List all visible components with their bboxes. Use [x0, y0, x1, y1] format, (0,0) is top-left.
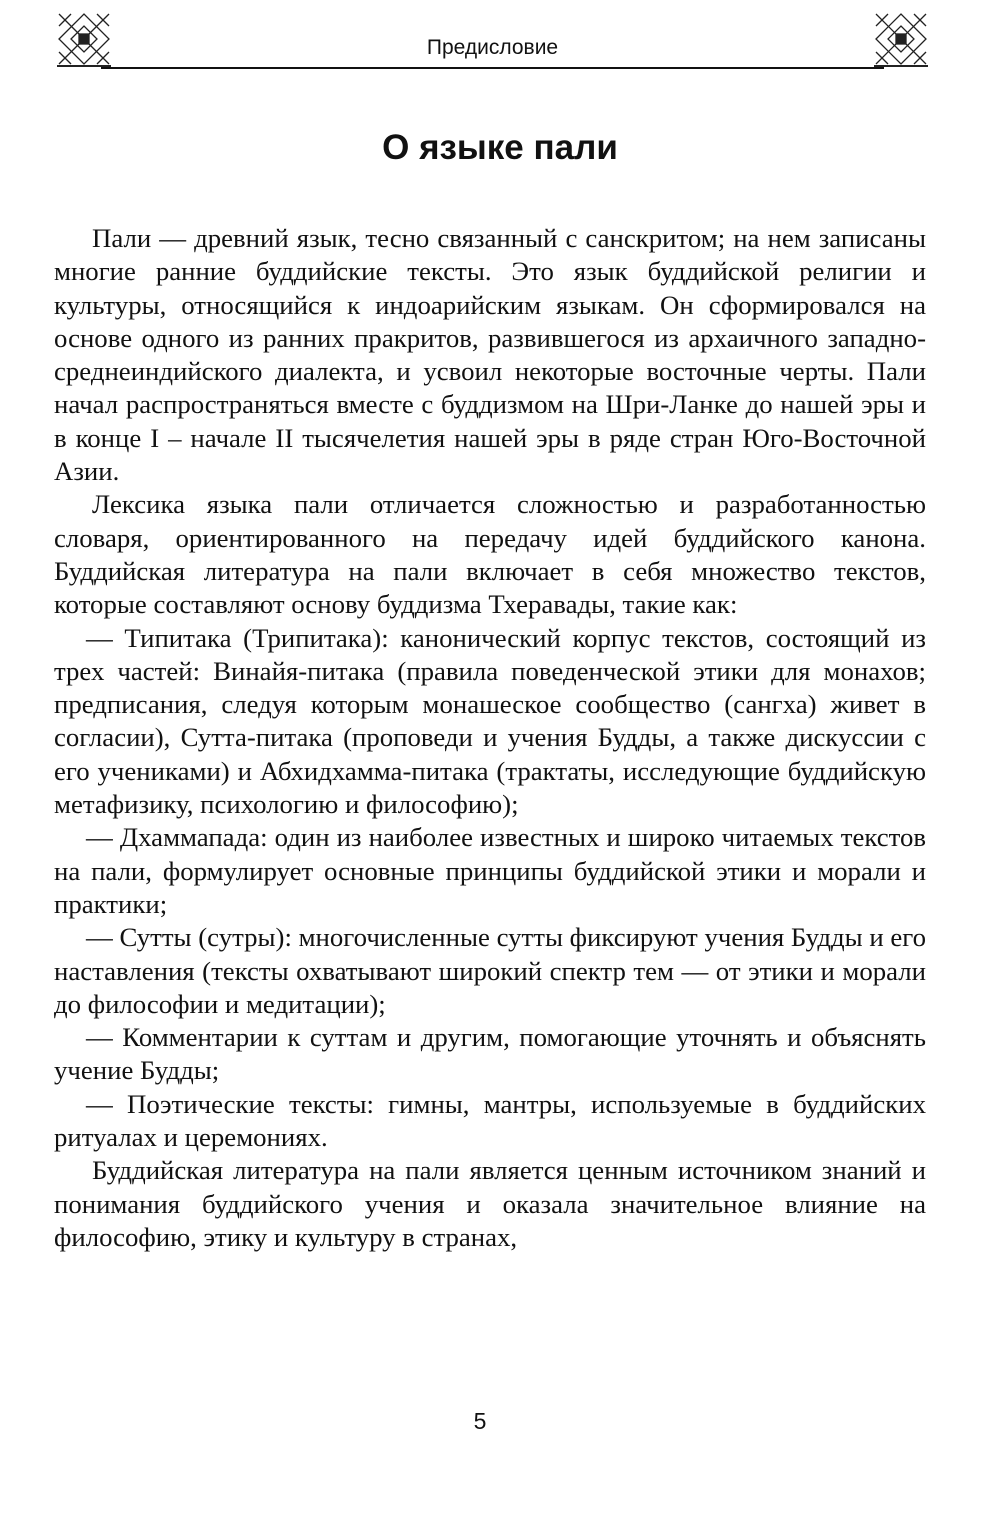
body-text	[54, 222, 926, 1254]
list-item: — Дхаммапада: один из наиболее известных и широко читаемых текстов на пали, формулирует основные принципы буддийской этики и морали и практики;	[54, 822, 926, 919]
paragraph: Лексика языка пали отличается сложностью и разработанностью словаря, ориентированного на передачу идей буддийского канона. Буддийская литература на пали включает в себя множество текстов, которые составляют основу буддизма Тхеравады, такие как:	[54, 489, 926, 620]
list-item: — Типитака (Трипитака): канонический корпус текстов, состоящий из трех частей: Винайя-питака (правила поведенческой этики для монахов; предписания, следуя которым монашеское сообщество (сангха) живет в согласии), Сутта-питака (проповеди и учения Будды, а также дискуссии с его учениками) и Абхидхамма-питака (трактаты, исследующие буддийскую метафизику, психологию и философию);	[54, 622, 926, 820]
lattice-ornament-icon	[872, 10, 930, 68]
paragraph: Буддийская литература на пали является ценным источником знаний и понимания буддийского учения и оказала значительное влияние на философию, этику и культуру в странах,	[54, 1155, 926, 1252]
paragraph: Пали — древний язык, тесно связанный с санскритом; на нем записаны многие ранние буддийские тексты. Это язык буддийской религии и культуры, относящийся к индоарийским языкам. Он сформировался на основе одного из ранних пракритов, развившегося из архаичного западно-среднеиндийского диалекта, и усвоил некоторые восточные черты. Пали начал распространяться вместе с буддизмом на Шри-Ланке до нашей эры и в конце I – начале II тысячелетия нашей эры в ряде стран Юго-Восточной Азии.	[54, 223, 926, 487]
list-item: — Сутты (сутры): многочисленные сутты фиксируют учения Будды и его наставления (тексты охватывают широкий спектр тем — от этики и морали до философии и медитации);	[54, 922, 926, 1019]
running-head: Предисловие	[426, 36, 559, 59]
chapter-title: О языке пали	[382, 128, 618, 167]
list-item: — Комментарии к суттам и другим, помогающие уточнять и объяснять учение Будды;	[54, 1022, 926, 1086]
header-rule	[101, 67, 884, 69]
list-item: — Поэтические тексты: гимны, мантры, используемые в буддийских ритуалах и церемониях.	[54, 1088, 926, 1153]
page-header	[55, 10, 930, 72]
page-number: 5	[473, 1408, 487, 1434]
